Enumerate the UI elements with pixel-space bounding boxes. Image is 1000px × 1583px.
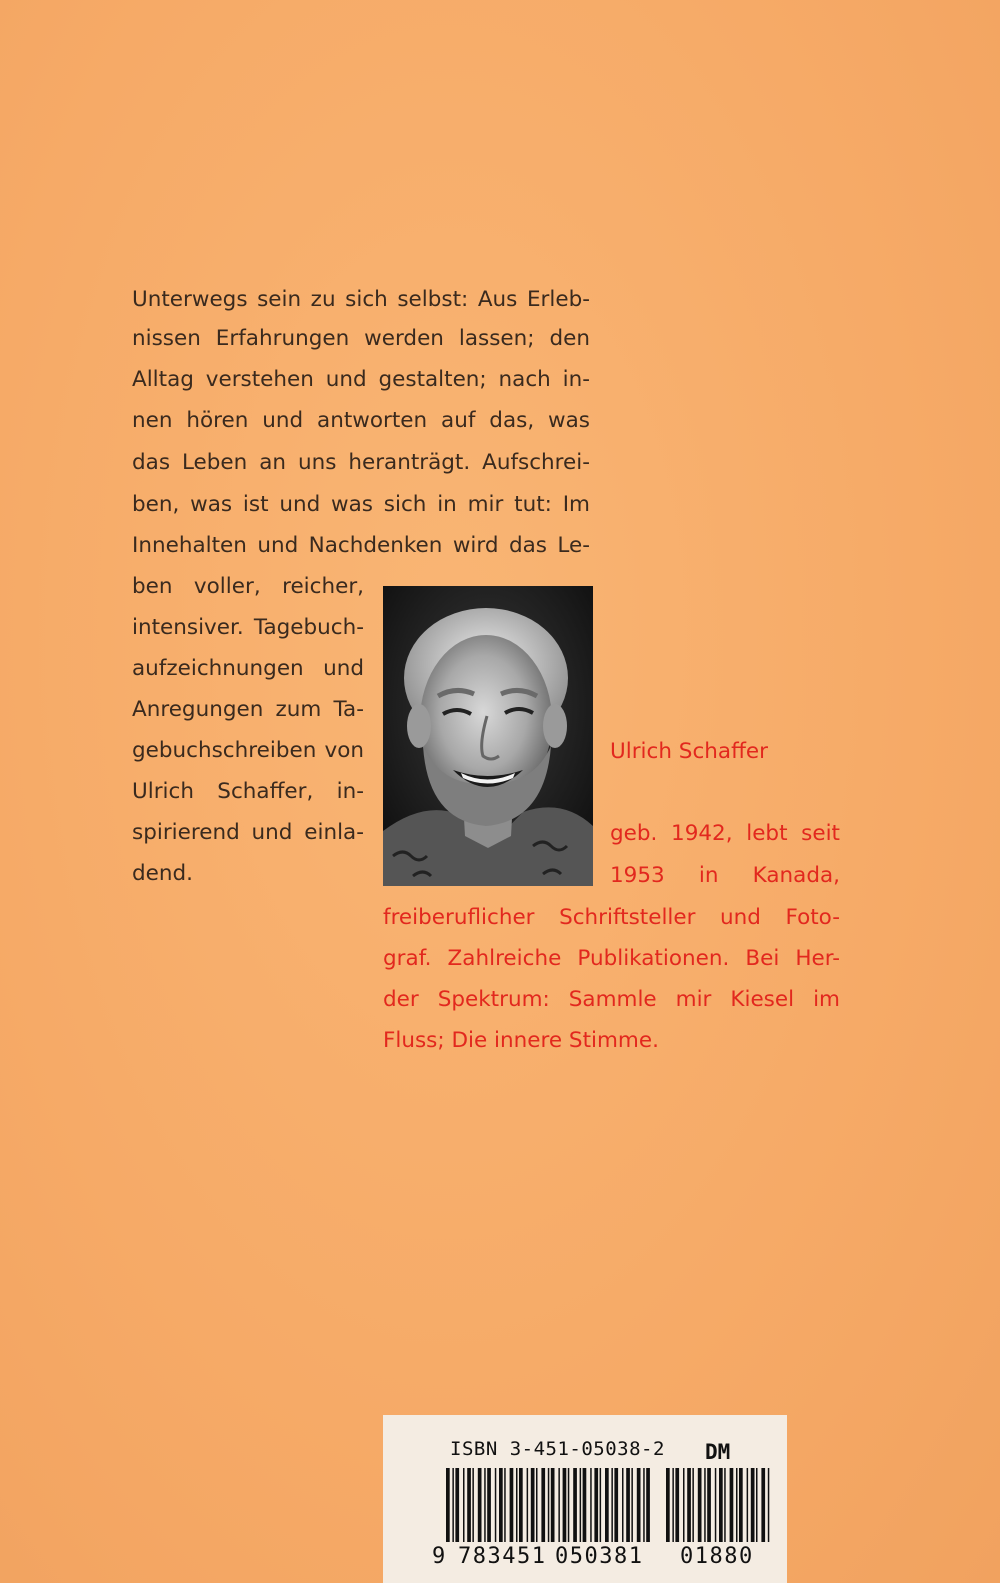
blurb-line: nen hören und antworten auf das, was: [132, 408, 590, 433]
blurb-line: Ulrich Schaffer, in-: [132, 779, 364, 804]
bio-line: Fluss; Die innere Stimme.: [383, 1028, 659, 1053]
ean-right-group: 050381: [555, 1544, 644, 1569]
ean-first-digit: 9: [432, 1544, 447, 1569]
blurb-line: Innehalten und Nachdenken wird das Le-: [132, 533, 590, 558]
blurb-line: Anregungen zum Ta-: [132, 697, 364, 722]
author-portrait-image: [383, 586, 593, 886]
blurb-line: ben voller, reicher,: [132, 574, 364, 599]
bio-line: der Spektrum: Sammle mir Kiesel im: [383, 987, 840, 1012]
blurb-line: nissen Erfahrungen werden lassen; den: [132, 326, 590, 351]
blurb-line: ben, was ist und was sich in mir tut: Im: [132, 492, 590, 517]
blurb-line: gebuchschreiben von: [132, 738, 364, 763]
bio-line: graf. Zahlreiche Publikationen. Bei Her-: [383, 946, 840, 971]
bio-line: 1953 in Kanada,: [610, 863, 840, 888]
blurb-line: spirierend und einla-: [132, 820, 364, 845]
bio-line: geb. 1942, lebt seit: [610, 821, 840, 846]
author-photo: [383, 586, 593, 886]
ean-left-group: 783451: [458, 1544, 547, 1569]
blurb-line: Alltag verstehen und gestalten; nach in-: [132, 367, 590, 392]
blurb-line: das Leben an uns heranträgt. Aufschrei-: [132, 450, 590, 475]
blurb-line: Unterwegs sein zu sich selbst: Aus Erleb-: [132, 287, 590, 312]
isbn-number: ISBN 3-451-05038-2: [450, 1438, 665, 1460]
blurb-line: intensiver. Tagebuch-: [132, 615, 364, 640]
price-code-digits: 01880: [680, 1544, 754, 1569]
bio-line: freiberuflicher Schriftsteller und Foto-: [383, 905, 840, 930]
blurb-line: dend.: [132, 861, 193, 886]
blurb-line: aufzeichnungen und: [132, 656, 364, 681]
currency-label: DM: [705, 1440, 731, 1464]
author-name: Ulrich Schaffer: [610, 739, 768, 764]
